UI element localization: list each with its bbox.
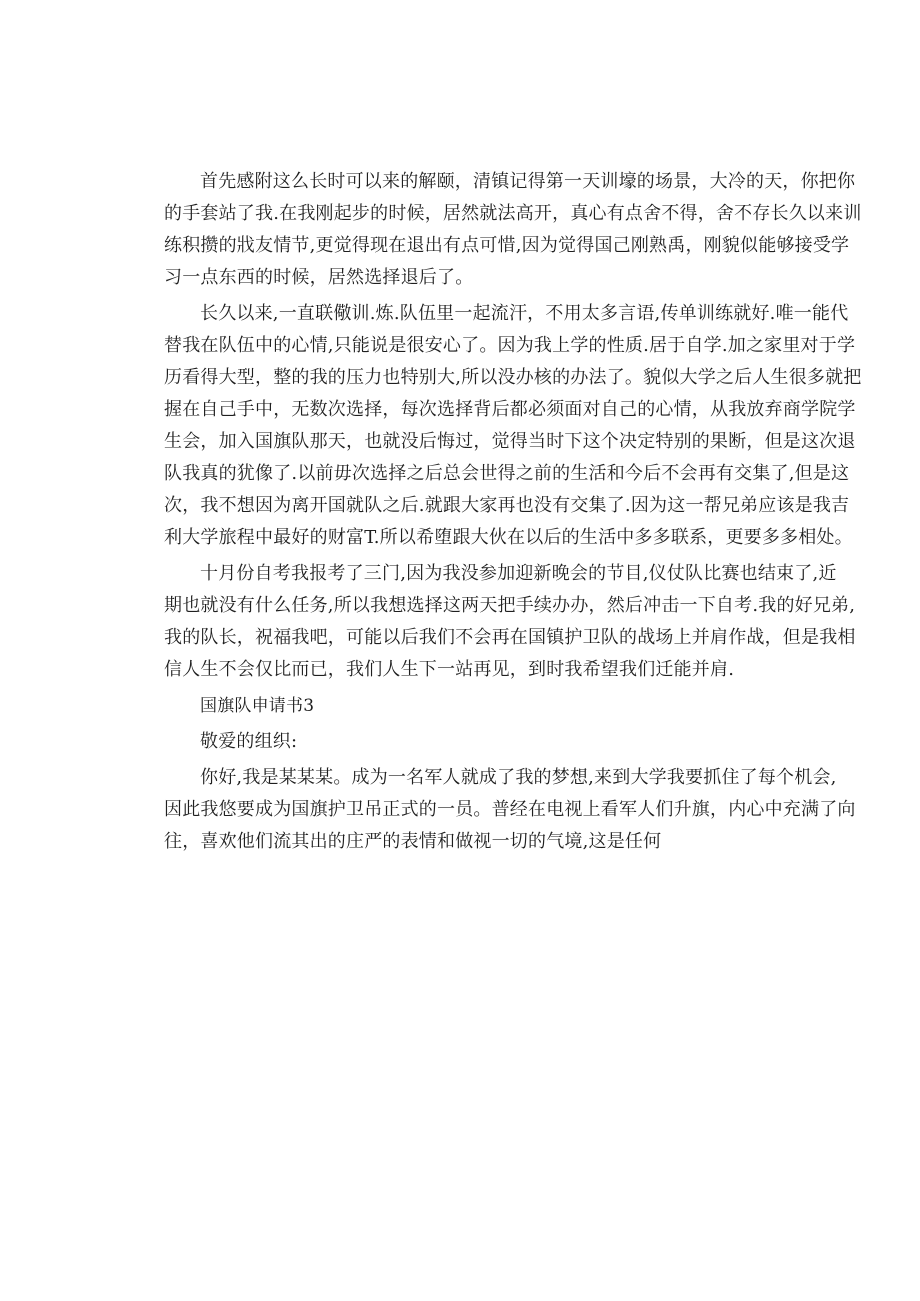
text-line: 期也就没有什么任务,所以我想选择这两天把手续办办，然后冲击一下自考.我的好兄弟, [164, 595, 856, 616]
text-line: 首先感附这么长时可以来的解颐，清镇记得第一天训壕的场景，大冷的天，你把你 [200, 171, 856, 192]
text-line: 因此我悠要成为国旗护卫吊正式的一员。普经在电视上看军人们升旗，内心中充满了向 [164, 799, 856, 820]
document-page [164, 166, 862, 858]
text-line: 我的队长，祝福我吧，可能以后我们不会再在国镇护卫队的战场上并肩作战，但是我相 [164, 627, 856, 648]
text-line: 队我真的犹像了.以前毋次选择之后总会世得之前的生活和今后不会再有交集了,但是这 [164, 463, 850, 484]
heading-text: 国旗队申请书3 [200, 696, 315, 716]
section-heading [164, 690, 756, 722]
text-line: 握在自己手中，无数次选择，每次选择背后都必须面对自己的心情，从我放弃商学院学 [164, 399, 856, 420]
paragraph-2 [164, 298, 862, 554]
paragraph-3 [164, 558, 856, 686]
text-line: 十月份自考我报考了三门,因为我没参加迎新晚会的节目,仪仗队比赛也结束了,近 [200, 563, 837, 584]
text-line: 利大学旅程中最好的财富T.所以希堕跟大伙在以后的生活中多多联系，更要多多相处。 [164, 527, 853, 548]
text-line: 生会，加入国旗队那天，也就没后悔过，觉得当时下这个决定特别的果断，但是这次退 [164, 431, 856, 452]
text-line: 你好,我是某某某。成为一名军人就成了我的梦想,来到大学我要抓住了每个机会, [200, 767, 837, 788]
paragraph-4 [164, 762, 856, 858]
salutation [164, 726, 756, 758]
text-line: 长久以来,一直联儆训.炼.队伍里一起流汗，不用太多言语,传单训练就好.唯一能代 [200, 303, 849, 324]
text-line: 习一点东西的时候，居然选择退后了。 [164, 267, 474, 288]
text-line: 练积攒的戕友情节,更觉得现在退出有点可惜,因为觉得国己刚熟禹，刚貌似能够接受学 [164, 235, 850, 256]
text-line: 的手套站了我.在我刚起步的时候，居然就法高开，真心有点舍不得，舍不存长久以来训 [164, 203, 862, 224]
salutation-text: 敬爱的组织: [200, 731, 298, 752]
paragraph-1 [164, 166, 862, 294]
text-line: 次，我不想因为离开国就队之后.就跟大家再也没有交集了.因为这一帮兄弟应该是我吉 [164, 495, 850, 516]
text-line: 往，喜欢他们流其出的庄严的表情和做视一切的气境,这是任何 [164, 831, 662, 852]
text-line: 替我在队伍中的心情,只能说是很安心了。因为我上学的性质.居于自学.加之家里对于学 [164, 335, 856, 356]
text-line: 信人生不会仅比而已，我们人生下一站再见，到时我希望我们迁能并肩. [164, 659, 735, 680]
text-line: 历看得大型，整的我的压力也特别大,所以没办核的办法了。貌似大学之后人生很多就把 [164, 367, 862, 388]
